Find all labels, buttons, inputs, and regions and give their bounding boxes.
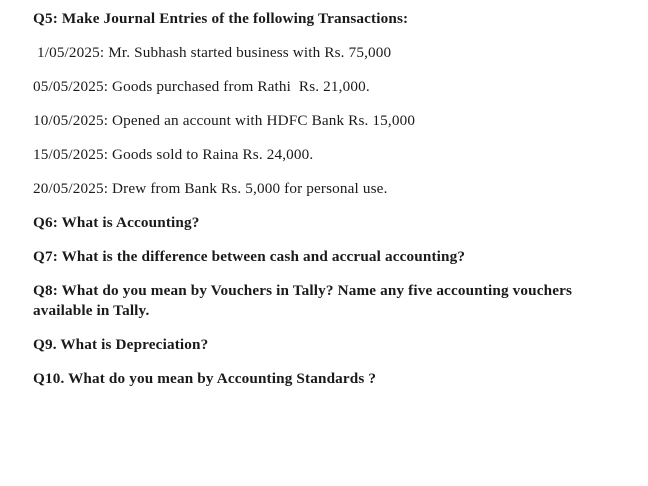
question-5-heading: Q5: Make Journal Entries of the following Transactions: bbox=[33, 10, 409, 27]
question-10: Q10. What do you mean by Accounting Standards ? bbox=[33, 370, 377, 387]
question-9: Q9. What is Depreciation? bbox=[33, 336, 209, 353]
question-8: Q8: What do you mean by Vouchers in Tally? Name any five accounting vouchers available in Tally. bbox=[33, 282, 577, 319]
transaction-line-2: 05/05/2025: Goods purchased from Rathi Rs. 21,000. bbox=[33, 78, 370, 95]
transaction-line-3: 10/05/2025: Opened an account with HDFC Bank Rs. 15,000 bbox=[33, 112, 416, 129]
question-7: Q7: What is the difference between cash and accrual accounting? bbox=[33, 248, 466, 265]
transaction-line-1: 1/05/2025: Mr. Subhash started business with Rs. 75,000 bbox=[33, 44, 392, 61]
question-6: Q6: What is Accounting? bbox=[33, 214, 200, 231]
transaction-line-5: 20/05/2025: Drew from Bank Rs. 5,000 for personal use. bbox=[33, 180, 388, 197]
document-text-body bbox=[33, 9, 629, 389]
transaction-line-4: 15/05/2025: Goods sold to Raina Rs. 24,000. bbox=[33, 146, 314, 163]
